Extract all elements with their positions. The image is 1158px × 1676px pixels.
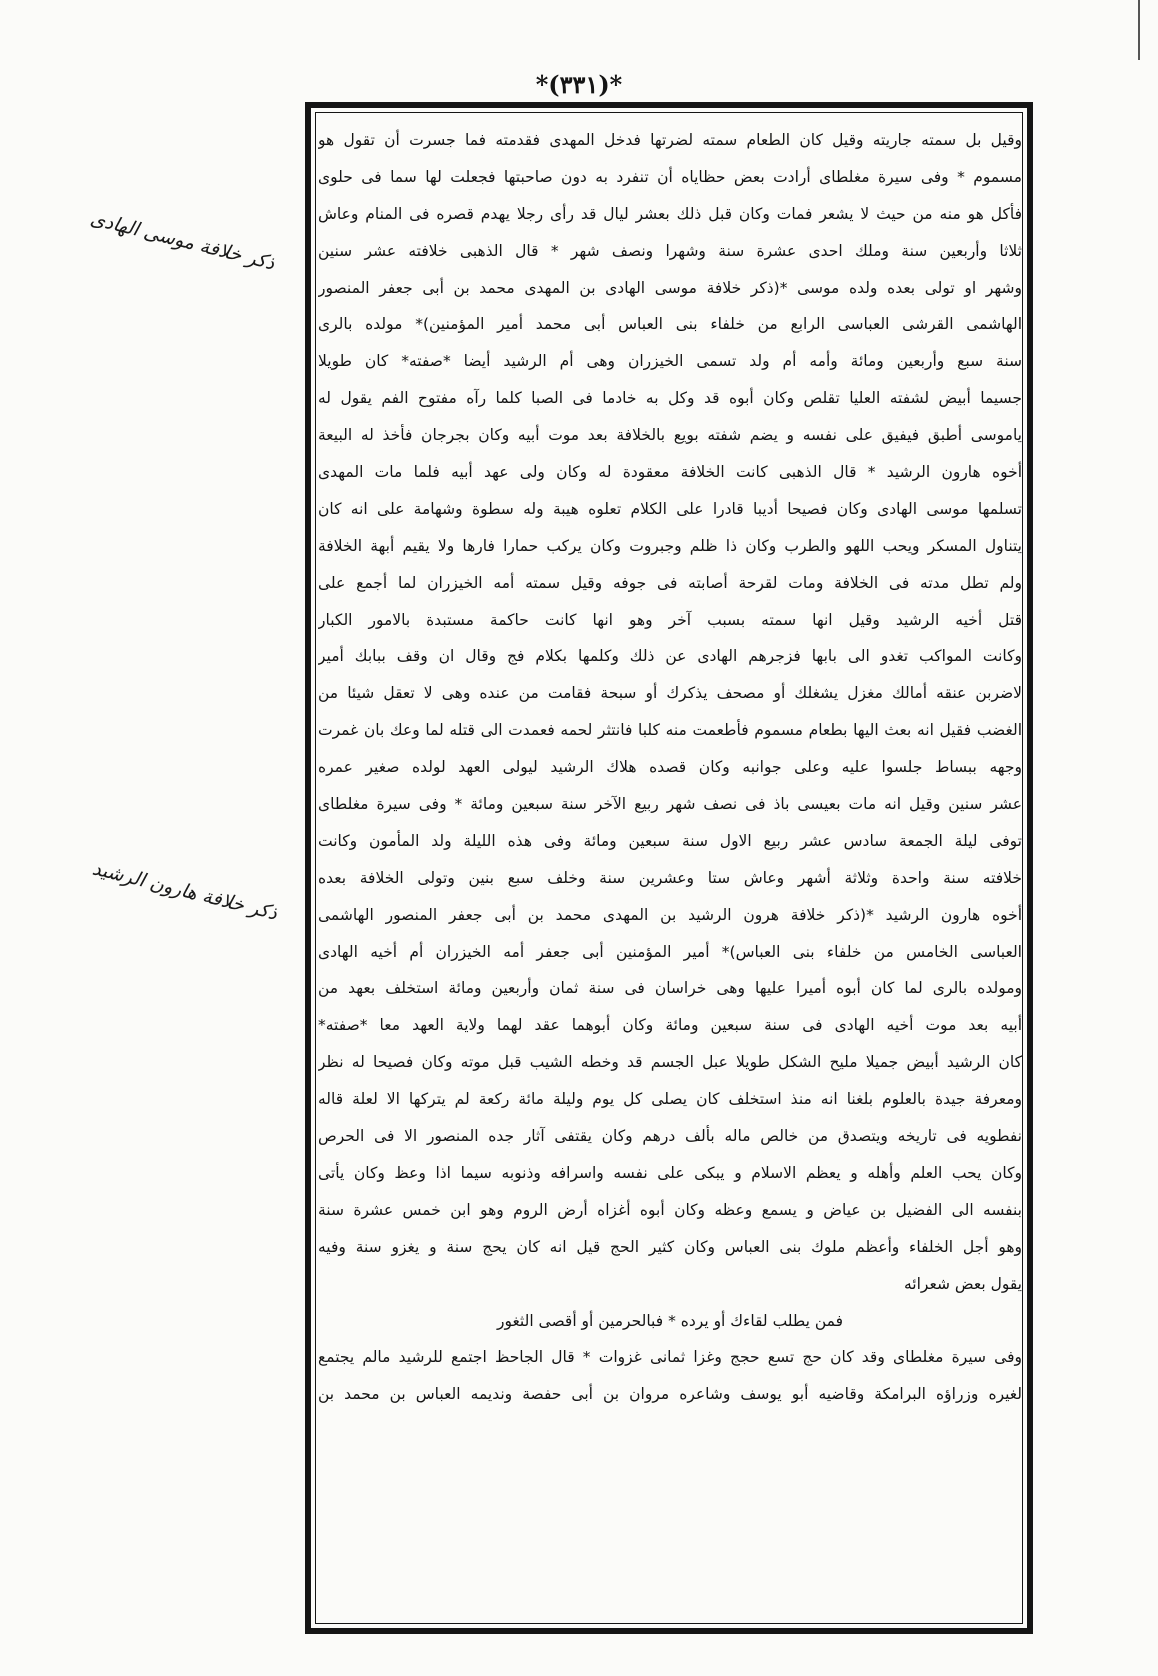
text-line: وفى سيرة مغلطاى وقد كان حج تسع حجج وغزا ثمانى غزوات * قال الجاحظ اجتمع للرشيد مالم يجتمع (318, 1348, 1022, 1367)
margin-heading-musa-al-hadi: ذكر خلافة موسى الهادى (88, 207, 278, 275)
text-line: ثلاثا وأربعين سنة وملك احدى عشرة سنة وشهرا ونصف شهر * قال الذهبى خلافته عشر سنين (318, 241, 1022, 260)
text-line: ومولده بالرى لما كان أبوه أميرا عليها وهى خراسان فى سنة ثمان وأربعين ومائة استخلف بعهد من (318, 979, 1022, 998)
text-line: نفطويه فى تاريخه ويتصدق من خالص ماله بألف درهم وكان يقتفى آثار جده المنصور الا فى الحرص (318, 1127, 1022, 1146)
text-line: يتناول المسكر ويحب اللهو والطرب وكان ذا ظلم وجبروت وكان يركب حمارا فارها ولا يقيم أبهة الخلافة (318, 536, 1022, 555)
text-line: فأكل هو منه من حيث لا يشعر فمات وكان قبل ذلك بعشر ليال قد رأى رجلا يهدم قصره فى المنام وعاش (318, 204, 1022, 223)
text-line: لاضربن عنقه أمالك مغزل يشغلك أو مصحف يذكرك أو سبحة فقامت من عنده وهى لا تعقل شيئا من (318, 684, 1022, 703)
text-line: تسلمها موسى الهادى وكان فصيحا أديبا قادرا على الكلام تعلوه هيبة وله سطوة وشهامة على انه كان (318, 499, 1022, 518)
text-line: وهو أجل الخلفاء وأعظم ملوك بنى العباس وكان كثير الحج قيل انه كان يحج سنة و يغزو سنة وفيه (318, 1237, 1022, 1256)
text-line: كان الرشيد أبيض جميلا مليح الشكل طويلا عبل الجسم قد وخطه الشيب قبل موته وكان فصيحا له نظر (318, 1053, 1022, 1072)
text-line: جسيما أبيض لشفته العليا تقلص وكان أبوه قد وكل به خادما فى الصبا كلما رآه مفتوح الفم يقول له (318, 389, 1022, 408)
scan-edge-mark (1138, 0, 1140, 60)
text-line: وقيل بل سمته جاريته وقيل كان الطعام سمته لضرتها فدخل المهدى فقدمته فما جسرت أن تقول هو (318, 131, 1022, 149)
page-number: *(٣٣١)* (535, 70, 623, 99)
text-line: ياموسى أطبق فيفيق على نفسه و يضم شفته بويع بالخلافة بعد موت أبيه وكان بجرجان فأخذ له البيعة (318, 426, 1022, 445)
text-line: وكان يحب العلم وأهله و يعظم الاسلام و يبكى على نفسه واسرافه وذنوبه سيما اذا وعظ وكان يأتى (318, 1163, 1022, 1182)
text-line: خلافته سنة واحدة وثلاثة أشهر وعاش ستا وعشرين سنة وخلف سبع بنين وتولى الخلافة بعده (318, 868, 1022, 887)
text-line: وجهه ببساط جلسوا عليه وعلى جوانبه وكان قصده هلاك الرشيد ليولى العهد لولده صغير عمره (318, 758, 1022, 777)
margin-heading-harun-al-rashid: ذكر خلافة هارون الرشيد (90, 857, 280, 925)
text-line: سنة سبع وأربعين ومائة وأمه أم ولد تسمى الخيزران وهى أم الرشيد أيضا *صفته* كان طويلا (318, 352, 1022, 371)
text-line: عشر سنين وقيل انه مات بعيسى باذ فى نصف شهر ربيع الآخر سنة سبعين ومائة * وفى سيرة مغلطاى (318, 795, 1022, 814)
text-line: ولم تطل مدته فى الخلافة ومات لقرحة أصابته فى جوفه وقيل سمته أمه الخيزران لما أجمع على (318, 573, 1022, 592)
text-line: وكانت المواكب تغدو الى بابها فزجرهم الهادى عن ذلك وكلمها بكلام فج وقال ان وقف ببابك أمير (318, 647, 1022, 666)
body-text (318, 122, 1022, 1413)
poetry-verse: فمن يطلب لقاءك أو يرده * فبالحرمين أو أقصى الثغور (496, 1311, 844, 1330)
text-line: ومعرفة جيدة بالعلوم بلغنا انه منذ استخلف كان يصلى كل يوم وليلة مائة ركعة لم يتركها الا لعلة قاله (318, 1090, 1022, 1109)
text-line: توفى ليلة الجمعة سادس عشر ربيع الاول سنة سبعين ومائة وفى هذه الليلة ولد المأمون وكانت (318, 831, 1022, 850)
text-line: العباسى الخامس من خلفاء بنى العباس)* أمير المؤمنين أبى جعفر أمه الخيزران أم أخيه الهادى (318, 942, 1022, 961)
text-line: أخوه هارون الرشيد * قال الذهبى كانت الخلافة معقودة له وكان ولى عهد أبيه فلما مات المهدى (318, 463, 1022, 482)
text-line: أبيه بعد موت أخيه الهادى فى سنة سبعين ومائة وكان أبوهما عقد لهما ولاية العهد معا *صفته* (318, 1016, 1022, 1035)
text-line: لغيره وزراؤه البرامكة وقاضيه أبو يوسف وشاعره مروان بن أبى حفصة ونديمه العباس بن محمد بن (318, 1385, 1022, 1404)
text-line: بنفسه الى الفضيل بن عياض و يسمع وعظه وكان أبوه أغزاه أرض الروم وهو ابن خمس عشرة سنة (318, 1200, 1022, 1219)
text-line: الهاشمى القرشى العباسى الرابع من خلفاء بنى العباس أبى محمد أمير المؤمنين)* مولده بالرى (318, 315, 1022, 334)
text-line: الغضب فقيل انه بعث اليها بطعام مسموم فأطعمت منه كلبا فانتثر لحمه فعمدت الى قتله لما وعك بان غمرت (318, 721, 1022, 740)
text-line: أخوه هارون الرشيد *(ذكر خلافة هرون الرشيد بن المهدى محمد بن أبى جعفر المنصور الهاشمى (318, 905, 1022, 924)
text-line: وشهر او تولى بعده ولده موسى *(ذكر خلافة موسى الهادى بن المهدى محمد بن أبى جعفر المنصور (318, 278, 1022, 297)
text-line: قتل أخيه الرشيد وقيل انها سمته بسبب آخر وهو انها كانت حاكمة مستبدة بالامور الكبار (318, 610, 1022, 629)
text-line: مسموم * وفى سيرة مغلطاى أرادت بعض حظاياه أن تنفرد به دون صاحبتها فجعلت لها سما فى حلوى (318, 167, 1022, 186)
text-line: يقول بعض شعرائه (903, 1274, 1022, 1293)
